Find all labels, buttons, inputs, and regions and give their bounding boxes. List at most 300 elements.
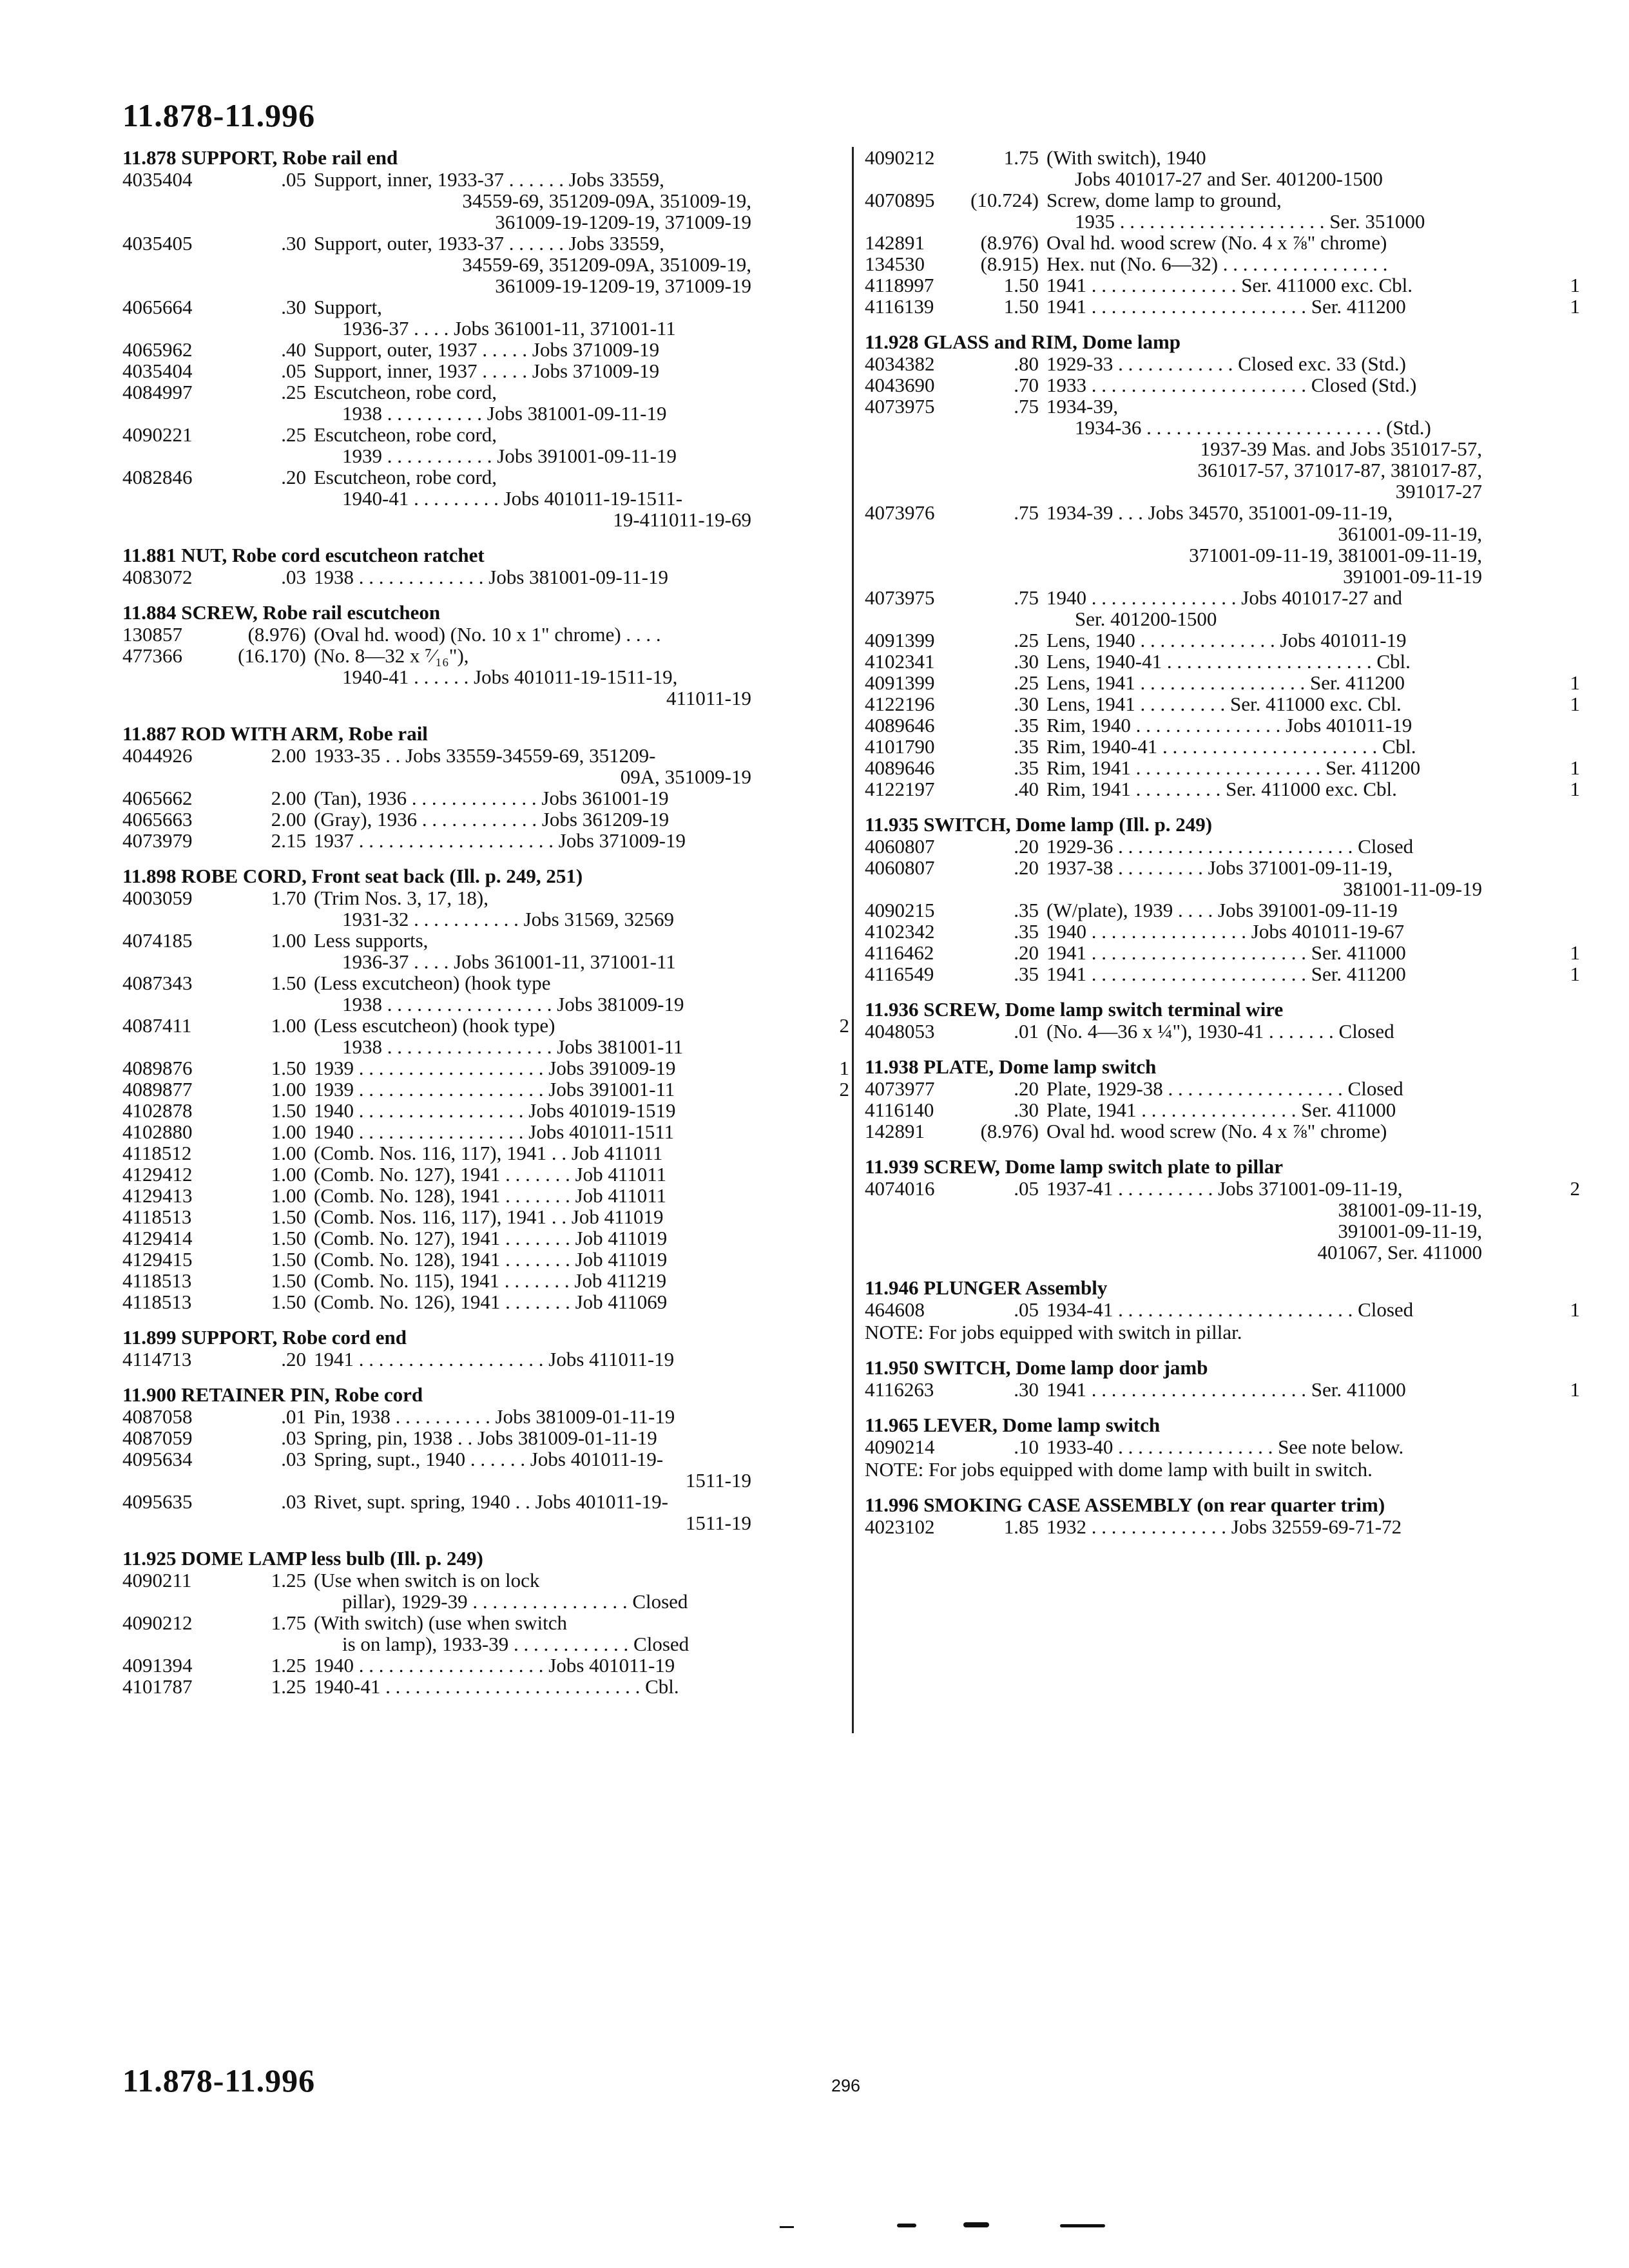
parts-section (865, 1156, 1580, 1263)
description-line: 361001-09-11-19, (1338, 523, 1482, 545)
part-quantity: 2 (1570, 1177, 1580, 1200)
part-price: .20 (281, 466, 306, 488)
part-number: 4118513 (122, 1269, 192, 1292)
part-number: 4122196 (865, 693, 935, 715)
part-description (306, 1227, 813, 1249)
part-number: 4073975 (865, 395, 935, 418)
description-line: Support, outer, 1933-37 . . . . . . Jobs 33559, (314, 232, 664, 255)
scan-mark (780, 2226, 794, 2228)
part-price: .25 (1014, 671, 1039, 694)
description-line: Oval hd. wood screw (No. 4 x ⅞" chrome) (1046, 1120, 1387, 1142)
part-number: 4087058 (122, 1405, 193, 1428)
part-entry (122, 1142, 849, 1164)
part-description (306, 1206, 813, 1227)
description-line: 1938 . . . . . . . . . . . . . Jobs 381001-09-11-19 (314, 566, 668, 588)
part-number: 4087059 (122, 1427, 193, 1449)
part-entry (865, 836, 1580, 857)
part-number: 4070895 (865, 189, 935, 211)
section-title: 11.898 ROBE CORD, Front seat back (Ill. p. 249, 251) (122, 865, 583, 887)
description-line: Lens, 1940 . . . . . . . . . . . . . . Jobs 401011-19 (1046, 629, 1407, 651)
description-line: Rim, 1941 . . . . . . . . . Ser. 411000 exc. Cbl. (1046, 778, 1397, 800)
part-description (306, 1121, 813, 1142)
part-description (1039, 253, 1544, 274)
parts-section (865, 147, 1580, 317)
part-price: 1.75 (1003, 146, 1039, 169)
description-line: 391001-09-11-19 (1343, 565, 1482, 588)
section-title: 11.928 GLASS and RIM, Dome lamp (865, 331, 1181, 353)
description-line: 381001-09-11-19, (1338, 1198, 1482, 1221)
part-entry (122, 1676, 849, 1697)
description-line: (Comb. Nos. 116, 117), 1941 . . Job 411019 (314, 1206, 664, 1228)
part-description (306, 1057, 813, 1079)
part-price: .20 (1014, 1077, 1039, 1100)
description-line: (W/plate), 1939 . . . . Jobs 391001-09-11-19 (1046, 899, 1398, 921)
part-entry (122, 1015, 849, 1057)
description-line: 1939 . . . . . . . . . . . Jobs 391001-09-11-19 (342, 445, 677, 467)
parts-section (122, 1327, 849, 1370)
description-line: Spring, supt., 1940 . . . . . . Jobs 401011-19- (314, 1448, 664, 1470)
part-price: .35 (1014, 899, 1039, 921)
part-description (1039, 1516, 1544, 1537)
description-line: (Comb. Nos. 116, 117), 1941 . . Job 411011 (314, 1142, 663, 1164)
part-price: .30 (1014, 1099, 1039, 1121)
parts-section (865, 1277, 1580, 1343)
part-number: 4065662 (122, 787, 193, 809)
part-price: .10 (1014, 1436, 1039, 1458)
description-line: Lens, 1941 . . . . . . . . . Ser. 411000 exc. Cbl. (1046, 693, 1402, 715)
part-price: 1.00 (271, 1184, 306, 1207)
part-number: 4073975 (865, 586, 935, 609)
part-price: .03 (281, 1427, 306, 1449)
part-price: .05 (281, 168, 306, 191)
description-line: 1933-40 . . . . . . . . . . . . . . . . See note below. (1046, 1436, 1404, 1458)
part-price: 1.00 (271, 1120, 306, 1143)
part-number: 4102880 (122, 1120, 193, 1143)
part-entry (122, 1164, 849, 1185)
part-price: .40 (281, 338, 306, 361)
part-number: 4065962 (122, 338, 193, 361)
part-entry (122, 809, 849, 830)
part-entry (865, 232, 1580, 253)
part-description (1039, 942, 1544, 963)
section-note: NOTE: For jobs equipped with switch in pillar. (865, 1321, 1242, 1343)
parts-section (865, 1414, 1580, 1480)
part-price: .75 (1014, 586, 1039, 609)
part-entry (865, 1099, 1580, 1120)
part-number: 4091399 (865, 629, 935, 651)
part-number: 4074185 (122, 929, 193, 952)
part-price: 1.50 (271, 1269, 306, 1292)
part-price: 1.85 (1003, 1515, 1039, 1538)
description-line: (No. 8—32 x ⁷⁄₁₆"), (314, 644, 469, 667)
part-entry (122, 1079, 849, 1100)
part-description (306, 645, 813, 709)
part-price: 1.75 (271, 1611, 306, 1634)
description-line: 1940 . . . . . . . . . . . . . . . . . . . Jobs 401011-19 (314, 1654, 675, 1677)
part-price: .30 (1014, 650, 1039, 673)
description-line: 361009-19-1209-19, 371009-19 (495, 274, 751, 297)
parts-section (122, 544, 849, 588)
description-line: 1940 . . . . . . . . . . . . . . . . . Jobs 401019-1519 (314, 1099, 676, 1122)
part-description (306, 809, 813, 830)
scan-mark (897, 2224, 916, 2227)
section-title: 11.939 SCREW, Dome lamp switch plate to pillar (865, 1155, 1284, 1178)
part-entry (865, 502, 1580, 587)
part-price: .03 (281, 1448, 306, 1470)
part-entry (122, 1448, 849, 1491)
part-entry (865, 353, 1580, 374)
part-entry (122, 1270, 849, 1291)
part-description (306, 1164, 813, 1185)
part-price: .01 (1014, 1020, 1039, 1043)
description-line: Jobs 401017-27 and Ser. 401200-1500 (1075, 168, 1383, 190)
part-description (1039, 921, 1544, 942)
part-price: (8.976) (980, 231, 1039, 254)
description-line: 1939 . . . . . . . . . . . . . . . . . . . Jobs 391001-11 (314, 1078, 675, 1100)
description-line: 1941 . . . . . . . . . . . . . . . Ser. 411000 exc. Cbl. (1046, 274, 1413, 296)
description-line: Support, inner, 1933-37 . . . . . . Jobs 33559, (314, 168, 664, 191)
part-entry (122, 1291, 849, 1312)
part-description (306, 1185, 813, 1206)
part-entry (122, 645, 849, 709)
part-number: 4118513 (122, 1291, 192, 1313)
description-line: (Tan), 1936 . . . . . . . . . . . . . Jobs 361001-19 (314, 787, 669, 809)
section-title: 11.881 NUT, Robe cord escutcheon ratchet (122, 544, 485, 566)
description-line: (Comb. No. 126), 1941 . . . . . . . Job 411069 (314, 1291, 668, 1313)
part-description (306, 1612, 813, 1655)
part-description (306, 930, 813, 972)
description-line: 1937-41 . . . . . . . . . . Jobs 371001-09-11-19, (1046, 1177, 1403, 1200)
part-description (1039, 232, 1544, 253)
description-line: 1934-39, (1046, 395, 1119, 418)
description-line: 1941 . . . . . . . . . . . . . . . . . . . . . . Ser. 411000 (1046, 941, 1406, 964)
part-number: 4129413 (122, 1184, 193, 1207)
part-number: 142891 (865, 1120, 925, 1142)
description-line: 371001-09-11-19, 381001-09-11-19, (1189, 544, 1482, 566)
part-quantity: 1 (1570, 671, 1580, 694)
description-line: 1939 . . . . . . . . . . . . . . . . . . . Jobs 391009-19 (314, 1057, 676, 1079)
part-number: 4114713 (122, 1348, 192, 1370)
part-number: 4091394 (122, 1654, 193, 1677)
part-price: .80 (1014, 352, 1039, 375)
part-entry (122, 1612, 849, 1655)
part-price: .40 (1014, 778, 1039, 800)
part-description (306, 1570, 813, 1612)
description-line: 1938 . . . . . . . . . . Jobs 381001-09-11-19 (342, 402, 667, 425)
part-description (1039, 502, 1544, 587)
part-number: 4060807 (865, 856, 935, 879)
part-number: 4035405 (122, 232, 193, 255)
page-header: 11.878-11.996 (122, 97, 316, 133)
part-number: 4060807 (865, 835, 935, 858)
part-price: 1.70 (271, 887, 306, 909)
description-line: 1937-38 . . . . . . . . . Jobs 371001-09-11-19, (1046, 856, 1393, 879)
part-entry (865, 672, 1580, 693)
description-line: 1936-37 . . . . Jobs 361001-11, 371001-11 (342, 317, 676, 340)
description-line: 401067, Ser. 411000 (1317, 1241, 1482, 1264)
part-entry (122, 1057, 849, 1079)
part-description (1039, 963, 1544, 985)
part-entry (122, 1570, 849, 1612)
description-line: Support, inner, 1937 . . . . . Jobs 371009-19 (314, 360, 660, 382)
description-line: (Less escutcheon) (hook type) (314, 1014, 555, 1037)
parts-section (122, 602, 849, 709)
section-title: 11.946 PLUNGER Assembly (865, 1276, 1108, 1299)
part-number: 4095634 (122, 1448, 193, 1470)
section-title: 11.878 SUPPORT, Robe rail end (122, 146, 398, 169)
description-line: Screw, dome lamp to ground, (1046, 189, 1282, 211)
part-price: .25 (281, 423, 306, 446)
part-entry (865, 1021, 1580, 1042)
part-description (1039, 1379, 1544, 1400)
part-price: .03 (281, 1490, 306, 1513)
part-entry (122, 233, 849, 296)
description-line: 1935 . . . . . . . . . . . . . . . . . . . . . Ser. 351000 (1075, 210, 1425, 233)
description-line: 391017-27 (1395, 480, 1482, 503)
part-entry (122, 745, 849, 787)
description-line: Pin, 1938 . . . . . . . . . . Jobs 381009-01-11-19 (314, 1405, 675, 1428)
description-line: (With switch), 1940 (1046, 146, 1206, 169)
part-entry (865, 253, 1580, 274)
description-line: (No. 4—36 x ¼"), 1930-41 . . . . . . . Closed (1046, 1020, 1394, 1043)
part-number: 4082846 (122, 466, 193, 488)
part-price: 2.00 (271, 808, 306, 831)
part-description (306, 787, 813, 809)
part-description (306, 296, 813, 339)
part-description (306, 972, 813, 1015)
part-entry (122, 1655, 849, 1676)
part-description (306, 1349, 813, 1370)
part-description (306, 1142, 813, 1164)
part-price: .25 (1014, 629, 1039, 651)
scan-mark (963, 2222, 989, 2227)
part-description (1039, 1099, 1544, 1120)
part-description (1039, 672, 1544, 693)
part-price: 1.00 (271, 1163, 306, 1186)
part-number: 4118512 (122, 1142, 192, 1164)
part-description (306, 1015, 813, 1057)
part-price: 1.00 (271, 1142, 306, 1164)
part-entry (865, 857, 1580, 899)
part-description (1039, 736, 1544, 757)
description-line: 381001-11-09-19 (1343, 878, 1482, 900)
part-description (306, 1291, 813, 1312)
description-line: 1941 . . . . . . . . . . . . . . . . . . . . . . Ser. 411200 (1046, 963, 1406, 985)
part-quantity: 2 (839, 1014, 849, 1037)
part-description (306, 1079, 813, 1100)
part-number: 4090221 (122, 423, 193, 446)
part-number: 4101790 (865, 735, 935, 758)
part-description (1039, 1120, 1544, 1142)
description-line: 34559-69, 351209-09A, 351009-19, (462, 253, 751, 276)
section-title: 11.950 SWITCH, Dome lamp door jamb (865, 1356, 1208, 1379)
part-number: 142891 (865, 231, 925, 254)
description-line: Plate, 1929-38 . . . . . . . . . . . . . . . . . . Closed (1046, 1077, 1403, 1100)
part-description (1039, 274, 1544, 296)
section-title: 11.884 SCREW, Robe rail escutcheon (122, 601, 441, 624)
section-title: 11.887 ROD WITH ARM, Robe rail (122, 722, 428, 745)
description-line: 1934-39 . . . Jobs 34570, 351001-09-11-19, (1046, 501, 1393, 524)
description-line: is on lamp), 1933-39 . . . . . . . . . . . . Closed (342, 1633, 689, 1655)
part-entry (865, 629, 1580, 651)
description-line: Plate, 1941 . . . . . . . . . . . . . . . . Ser. 411000 (1046, 1099, 1396, 1121)
part-number: 4118513 (122, 1206, 192, 1228)
part-quantity: 1 (1570, 778, 1580, 800)
part-entry (865, 693, 1580, 715)
part-price: (8.976) (980, 1120, 1039, 1142)
part-number: 4089877 (122, 1078, 193, 1100)
description-line: (With switch) (use when switch (314, 1611, 568, 1634)
part-entry (122, 787, 849, 809)
part-description (306, 1448, 813, 1491)
section-title: 11.935 SWITCH, Dome lamp (Ill. p. 249) (865, 813, 1213, 836)
part-number: 4065663 (122, 808, 193, 831)
description-line: 1934-36 . . . . . . . . . . . . . . . . . . . . . . . . (Std.) (1075, 416, 1431, 439)
part-quantity: 1 (1570, 295, 1580, 318)
part-number: 4044926 (122, 744, 193, 767)
part-quantity: 1 (1570, 693, 1580, 715)
part-description (1039, 296, 1544, 317)
section-title: 11.965 LEVER, Dome lamp switch (865, 1414, 1161, 1436)
part-price: 1.00 (271, 1078, 306, 1100)
part-entry (865, 147, 1580, 189)
description-line: Support, outer, 1937 . . . . . Jobs 371009-19 (314, 338, 660, 361)
description-line: Rim, 1941 . . . . . . . . . . . . . . . . . . . Ser. 411200 (1046, 756, 1421, 779)
part-price: .35 (1014, 735, 1039, 758)
description-line: 1941 . . . . . . . . . . . . . . . . . . . Jobs 411011-19 (314, 1348, 675, 1370)
part-description (306, 169, 813, 233)
part-entry (865, 921, 1580, 942)
part-price: (8.976) (247, 623, 306, 646)
part-price: 1.25 (271, 1654, 306, 1677)
part-number: 134530 (865, 253, 925, 275)
part-entry (865, 942, 1580, 963)
part-number: 4102342 (865, 920, 935, 943)
part-price: 1.00 (271, 1014, 306, 1037)
part-price: 1.00 (271, 929, 306, 952)
part-description (306, 1655, 813, 1676)
part-entry (122, 1100, 849, 1121)
page-footer: 11.878-11.996 (122, 2062, 316, 2099)
part-entry (122, 1491, 849, 1533)
part-price: 1.50 (271, 1206, 306, 1228)
section-title: 11.900 RETAINER PIN, Robe cord (122, 1383, 423, 1406)
section-note: NOTE: For jobs equipped with dome lamp with built in switch. (865, 1458, 1373, 1481)
part-number: 4101787 (122, 1675, 193, 1698)
description-line: 1940 . . . . . . . . . . . . . . . Jobs 401017-27 and (1046, 586, 1402, 609)
part-price: .30 (1014, 693, 1039, 715)
part-price: 2.00 (271, 787, 306, 809)
part-quantity: 1 (839, 1057, 849, 1079)
part-number: 4043690 (865, 374, 935, 396)
part-price: .75 (1014, 395, 1039, 418)
part-number: 4122197 (865, 778, 935, 800)
part-price: .30 (281, 296, 306, 318)
part-entry (122, 339, 849, 360)
description-line: Support, (314, 296, 382, 318)
parts-section (865, 1056, 1580, 1142)
part-entry (122, 1227, 849, 1249)
part-price: (10.724) (970, 189, 1039, 211)
description-line: pillar), 1929-39 . . . . . . . . . . . . . . . . Closed (342, 1590, 688, 1613)
part-description (1039, 693, 1544, 715)
part-price: .35 (1014, 756, 1039, 779)
description-line: Spring, pin, 1938 . . Jobs 381009-01-11-19 (314, 1427, 657, 1449)
section-title: 11.996 SMOKING CASE ASSEMBLY (on rear quarter trim) (865, 1494, 1385, 1516)
part-number: 4129415 (122, 1248, 193, 1271)
description-line: 1931-32 . . . . . . . . . . . Jobs 31569, 32569 (342, 908, 674, 930)
parts-section (122, 865, 849, 1312)
part-entry (122, 360, 849, 381)
part-price: 1.50 (271, 972, 306, 994)
part-price: 1.50 (271, 1057, 306, 1079)
parts-section (122, 147, 849, 530)
part-description (1039, 715, 1544, 736)
part-price: .05 (1014, 1177, 1039, 1200)
description-line: 1929-33 . . . . . . . . . . . . Closed exc. 33 (Std.) (1046, 352, 1406, 375)
section-title: 11.936 SCREW, Dome lamp switch terminal wire (865, 998, 1284, 1021)
part-entry (865, 899, 1580, 921)
description-line: Escutcheon, robe cord, (314, 423, 497, 446)
part-number: 4065664 (122, 296, 193, 318)
description-line: 411011-19 (666, 687, 751, 709)
part-price: 1.50 (271, 1099, 306, 1122)
part-quantity: 1 (1570, 1378, 1580, 1401)
description-line: 1929-36 . . . . . . . . . . . . . . . . . . . . . . . . Closed (1046, 835, 1414, 858)
part-description (1039, 836, 1544, 857)
right-column (865, 147, 1580, 1552)
section-title: 11.938 PLATE, Dome lamp switch (865, 1055, 1157, 1078)
part-number: 4091399 (865, 671, 935, 694)
part-description (306, 1676, 813, 1697)
parts-section (122, 723, 849, 851)
part-number: 4129414 (122, 1227, 193, 1249)
part-price: (16.170) (238, 644, 306, 667)
part-description (306, 424, 813, 466)
parts-section (865, 999, 1580, 1042)
part-number: 4003059 (122, 887, 193, 909)
part-description (306, 1249, 813, 1270)
description-line: (Use when switch is on lock (314, 1569, 540, 1591)
part-entry (122, 830, 849, 851)
part-description (306, 466, 813, 530)
section-title: 11.925 DOME LAMP less bulb (Ill. p. 249) (122, 1547, 483, 1570)
part-price: (8.915) (980, 253, 1039, 275)
part-price: .20 (281, 1348, 306, 1370)
part-number: 130857 (122, 623, 182, 646)
part-entry (865, 651, 1580, 672)
part-number: 4023102 (865, 1515, 935, 1538)
part-description (306, 830, 813, 851)
description-line: (Comb. No. 115), 1941 . . . . . . . Job 411219 (314, 1269, 667, 1292)
part-entry (122, 930, 849, 972)
part-entry (122, 466, 849, 530)
part-number: 4073977 (865, 1077, 935, 1100)
description-line: Rim, 1940-41 . . . . . . . . . . . . . . . . . . . . . . Cbl. (1046, 735, 1416, 758)
part-entry (865, 189, 1580, 232)
part-number: 4089646 (865, 756, 935, 779)
scan-mark (1060, 2224, 1105, 2227)
description-line: 1932 . . . . . . . . . . . . . . Jobs 32559-69-71-72 (1046, 1515, 1402, 1538)
description-line: 1940 . . . . . . . . . . . . . . . . Jobs 401011-19-67 (1046, 920, 1405, 943)
description-line: (Comb. No. 128), 1941 . . . . . . . Job 411011 (314, 1184, 667, 1207)
part-description (1039, 629, 1544, 651)
description-line: 1941 . . . . . . . . . . . . . . . . . . . . . . Ser. 411200 (1046, 295, 1406, 318)
parts-section (865, 1357, 1580, 1400)
part-description (306, 624, 813, 645)
description-line: Lens, 1941 . . . . . . . . . . . . . . . . . Ser. 411200 (1046, 671, 1405, 694)
part-quantity: 1 (1570, 941, 1580, 964)
